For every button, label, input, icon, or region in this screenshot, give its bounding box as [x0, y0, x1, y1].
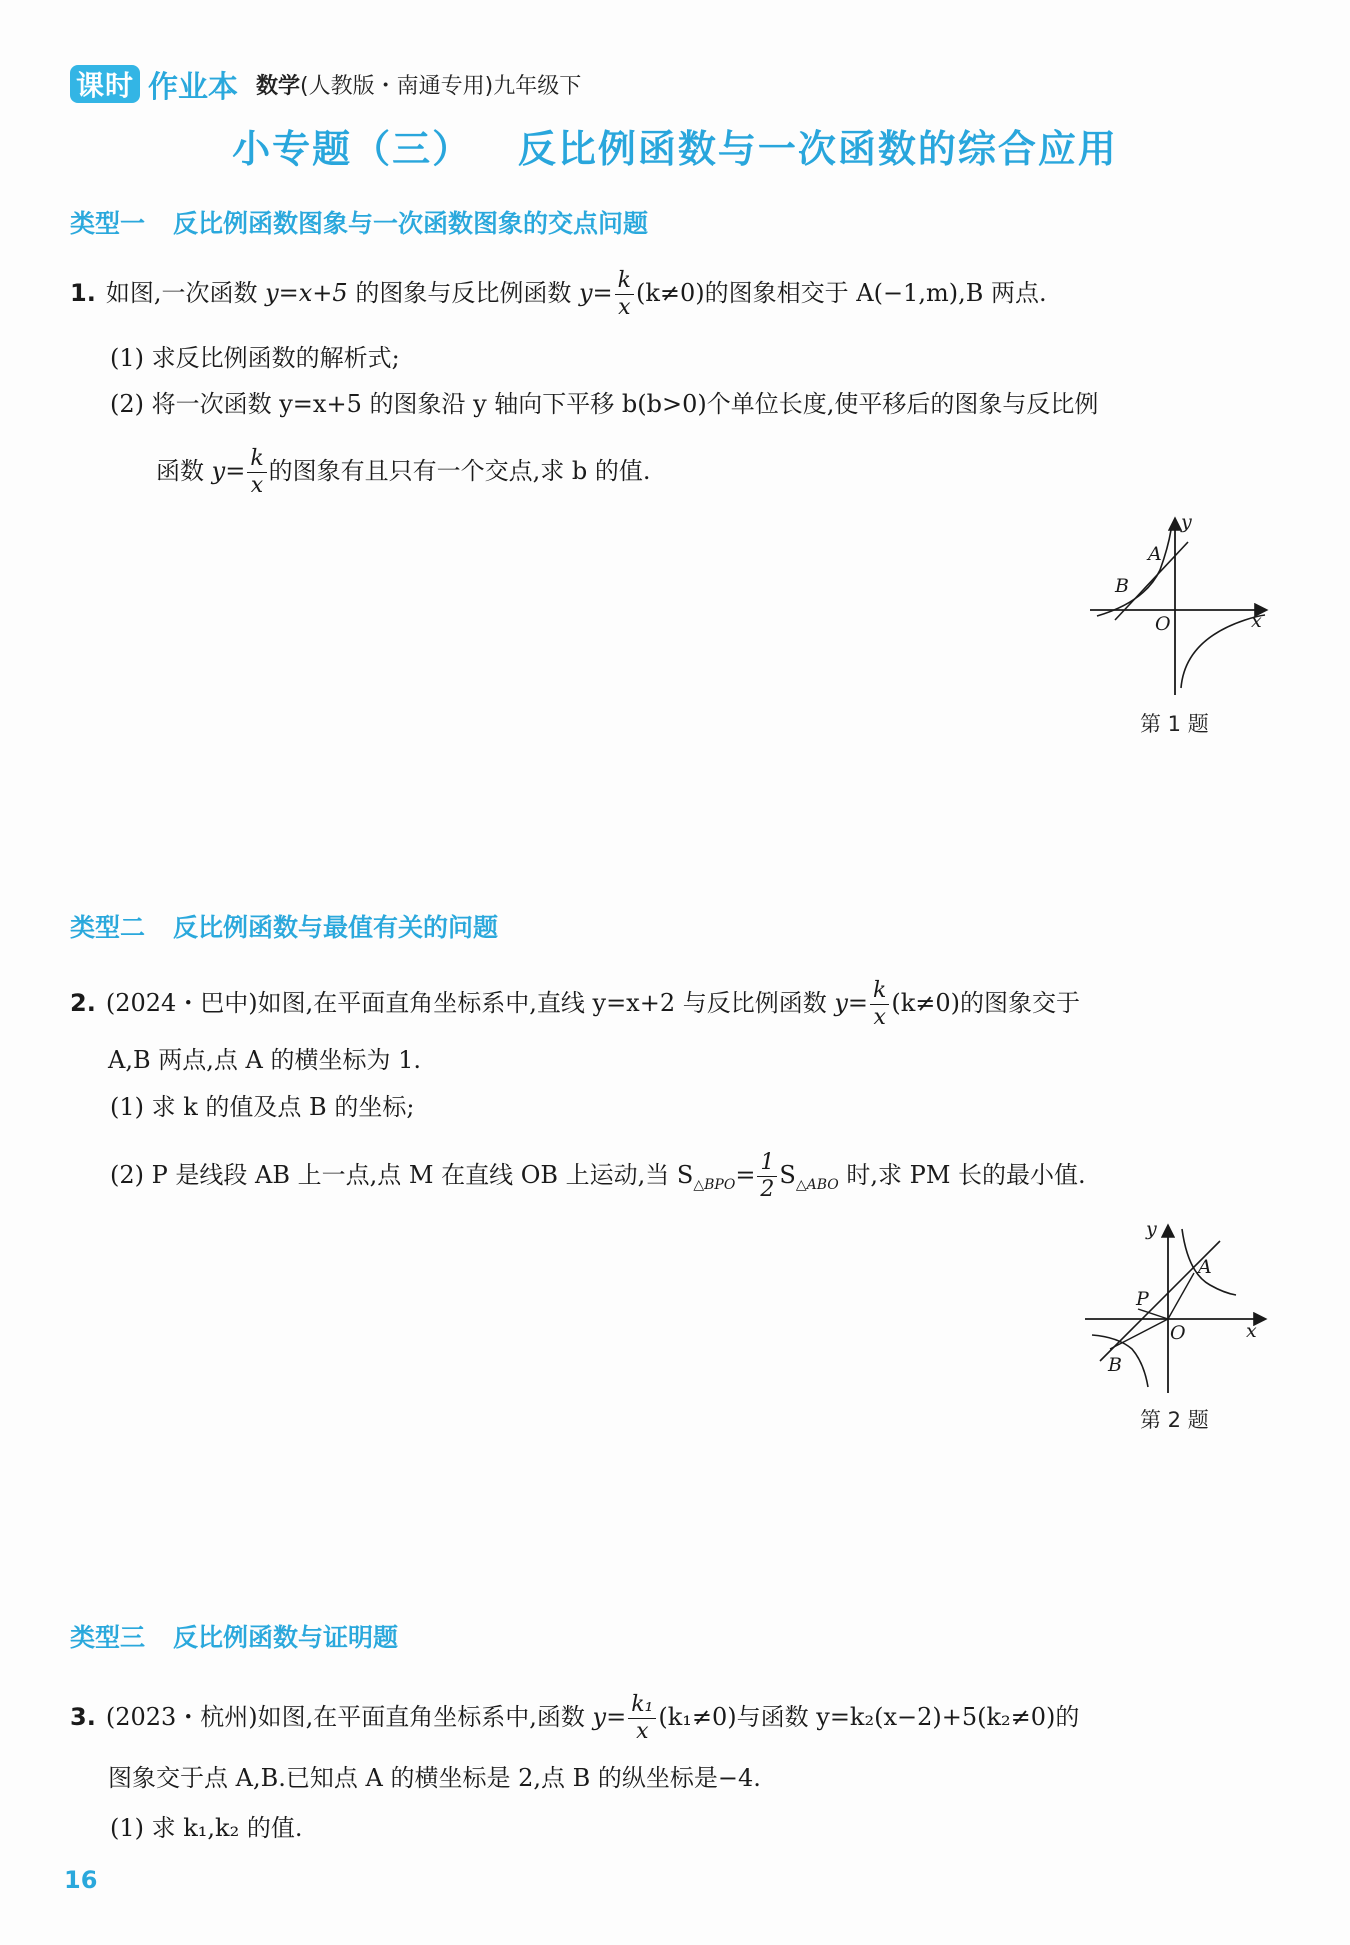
q1-text-pre: 如图,一次函数: [105, 279, 266, 307]
q1-label-x: x: [1251, 610, 1262, 632]
q2-label-a: A: [1198, 1256, 1212, 1278]
q1-label-o: O: [1155, 613, 1171, 635]
q2-label-y: y: [1146, 1218, 1157, 1240]
q1-p2b-yeq: y=: [211, 457, 246, 485]
type1-text: 反比例函数图象与一次函数图象的交点问题: [173, 209, 649, 238]
type3-label: 类型三: [70, 1623, 146, 1652]
q2-text-post: (k≠0)的图象交于: [891, 989, 1081, 1017]
q1-stem: [70, 268, 1047, 321]
q1-caption: 第 1 题: [1140, 712, 1209, 736]
q1-func: y=x+5: [265, 279, 348, 307]
q2-p2-sub2: △ABO: [795, 1176, 839, 1193]
header: [70, 62, 581, 106]
type2-heading: [70, 908, 498, 944]
q1-p2b-den: x: [250, 473, 264, 498]
type2-label: 类型二: [70, 913, 146, 942]
type1-heading: [70, 204, 648, 240]
q1-label-a: A: [1148, 543, 1162, 565]
q2-number: 2.: [70, 989, 96, 1017]
q2-figure: [1082, 1215, 1282, 1395]
q3-fraction: [628, 1692, 656, 1745]
q2-half: [757, 1150, 777, 1203]
type3-text: 反比例函数与证明题: [173, 1623, 399, 1652]
q2-label-o: O: [1170, 1322, 1186, 1344]
q2-label-b: B: [1108, 1354, 1122, 1376]
page-number: 16: [64, 1866, 98, 1894]
q3-text-pre: (2023・杭州)如图,在平面直角坐标系中,函数: [105, 1703, 593, 1731]
q1-p2b-num: k: [247, 446, 266, 473]
q3-part1: (1) 求 k₁,k₂ 的值.: [110, 1814, 303, 1842]
q3-yeq: y=: [592, 1703, 627, 1731]
q3-number: 3.: [70, 1703, 96, 1731]
q2-p2-pre: (2) P 是线段 AB 上一点,点 M 在直线 OB 上运动,当 S: [110, 1161, 694, 1189]
q2-segment-ob: [1110, 1319, 1168, 1349]
q1-number: 1.: [70, 279, 96, 307]
q3-text-post: (k₁≠0)与函数 y=k₂(x−2)+5(k₂≠0)的: [658, 1703, 1080, 1731]
type1-label: 类型一: [70, 209, 146, 238]
q2-p2-post: 时,求 PM 长的最小值.: [838, 1161, 1086, 1189]
q2-frac-den: x: [873, 1005, 886, 1030]
q2-line2: A,B 两点,点 A 的横坐标为 1.: [108, 1046, 421, 1074]
q2-part1: (1) 求 k 的值及点 B 的坐标;: [110, 1093, 415, 1121]
q1-text-post: (k≠0)的图象相交于 A(−1,m),B 两点.: [635, 279, 1047, 307]
q1-p2b-pre: 函数: [156, 457, 212, 485]
q1-figure: [1085, 510, 1285, 700]
q2-stem: [70, 978, 1080, 1031]
q2-label-p: P: [1136, 1288, 1149, 1310]
q3-line2: 图象交于点 A,B.已知点 A 的横坐标是 2,点 B 的纵坐标是−4.: [108, 1764, 761, 1792]
subject-name: 数学: [256, 73, 301, 99]
q1-frac-num: k: [615, 268, 634, 295]
q3-frac-num: k₁: [628, 1692, 656, 1719]
type3-heading: [70, 1618, 398, 1654]
q2-label-x: x: [1246, 1320, 1257, 1342]
q1-fraction: [615, 268, 634, 321]
logo-mark: 课时: [70, 65, 140, 103]
q2-p2-eq: =: [735, 1161, 756, 1189]
q1-part2-cont: [156, 446, 651, 499]
q1-p2b-post: 的图象有且只有一个交点,求 b 的值.: [268, 457, 651, 485]
q1-frac-den: x: [618, 295, 631, 320]
brand-name: 作业本: [148, 70, 239, 105]
q3-stem: [70, 1692, 1079, 1745]
page-title: 小专题（三） 反比例函数与一次函数的综合应用: [232, 127, 1118, 171]
q3-frac-den: x: [636, 1719, 649, 1744]
q1-label-b: B: [1115, 575, 1129, 597]
q1-part2: (2) 将一次函数 y=x+5 的图象沿 y 轴向下平移 b(b>0)个单位长度,使平移后的图象与反比例: [110, 390, 1099, 418]
q1-part1: (1) 求反比例函数的解析式;: [110, 344, 400, 372]
q2-p2-sub1: △BPO: [693, 1176, 736, 1193]
q1-p2b-fraction: [247, 446, 266, 499]
edition: (人教版・南通专用)九年级下: [300, 73, 582, 99]
q2-part2: [110, 1150, 1086, 1203]
q2-yeq: y=: [834, 989, 869, 1017]
subject-line: [256, 69, 581, 100]
q2-half-den: 2: [760, 1177, 775, 1202]
q1-yeq: y=: [578, 279, 613, 307]
q1-label-y: y: [1181, 511, 1192, 533]
q2-caption: 第 2 题: [1140, 1408, 1209, 1432]
q1-text-mid: 的图象与反比例函数: [347, 279, 579, 307]
q2-frac-num: k: [870, 978, 889, 1005]
q2-fraction: [870, 978, 889, 1031]
q2-text-pre: (2024・巴中)如图,在平面直角坐标系中,直线 y=x+2 与反比例函数: [105, 989, 835, 1017]
q2-half-num: 1: [757, 1150, 777, 1177]
q2-p2-s: S: [779, 1161, 796, 1189]
type2-text: 反比例函数与最值有关的问题: [173, 913, 499, 942]
